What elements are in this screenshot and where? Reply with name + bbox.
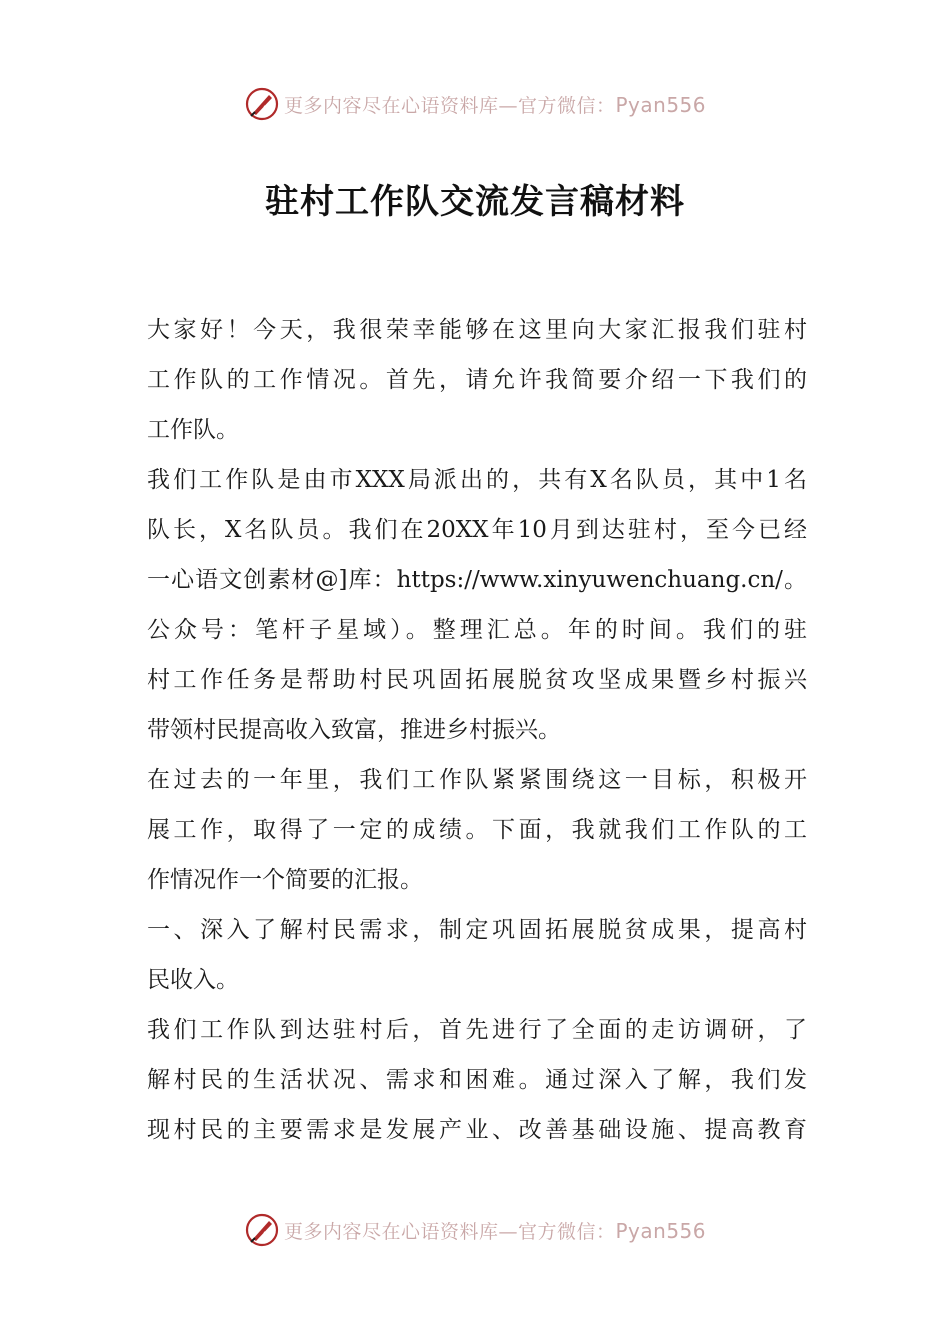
body-line: 带领村民提高收入致富，推进乡村振兴。 — [147, 717, 561, 743]
body-line: 解村民的生活状况、需求和困难。通过深入了解，我们发 — [147, 1067, 807, 1093]
footer-banner — [0, 1210, 950, 1250]
header-banner-text — [284, 91, 706, 118]
document-title: 驻村工作队交流发言稿材料 — [265, 182, 685, 222]
body-line: 一、深入了解村民需求，制定巩固拓展脱贫成果，提高村 — [147, 917, 807, 943]
header-banner-cn: 更多内容尽在心语资料库—官方微信： — [283, 94, 616, 117]
body-line: 队长，X名队员。我们在20XX年10月到达驻村，至今已经 — [147, 517, 807, 543]
header-banner — [0, 84, 950, 124]
quill-logo-icon — [244, 86, 280, 122]
body-line: 工作队。 — [147, 417, 239, 443]
body-line: 作情况作一个简要的汇报。 — [147, 867, 423, 893]
body-line: 在过去的一年里，我们工作队紧紧围绕这一目标，积极开 — [147, 767, 807, 793]
quill-logo-icon — [244, 1212, 280, 1248]
body-line: 民收入。 — [147, 967, 239, 993]
body-line: 我们工作队到达驻村后，首先进行了全面的走访调研，了 — [147, 1017, 807, 1043]
body-line: 公众号：笔杆子星域）。整理汇总。年的时间。我们的驻 — [147, 617, 807, 643]
footer-banner-text — [284, 1217, 706, 1244]
footer-banner-wechat-id: Pyan556 — [615, 1218, 707, 1243]
footer-banner-cn: 更多内容尽在心语资料库—官方微信： — [283, 1220, 616, 1243]
body-line: 工作队的工作情况。首先，请允许我简要介绍一下我们的 — [147, 367, 807, 393]
body-line: 现村民的主要需求是发展产业、改善基础设施、提高教育 — [147, 1117, 807, 1143]
header-banner-wechat-id: Pyan556 — [615, 92, 707, 117]
body-line: 大家好！今天，我很荣幸能够在这里向大家汇报我们驻村 — [147, 317, 807, 343]
document-body — [147, 305, 807, 1155]
body-line: 展工作，取得了一定的成绩。下面，我就我们工作队的工 — [147, 817, 807, 843]
body-line: 一心语文创素材@]库：https://www.xinyuwenchuang.cn/。 — [147, 567, 807, 593]
body-line: 我们工作队是由市XXX局派出的，共有X名队员，其中1名 — [147, 467, 807, 493]
body-line: 村工作任务是帮助村民巩固拓展脱贫攻坚成果暨乡村振兴 — [147, 667, 807, 693]
